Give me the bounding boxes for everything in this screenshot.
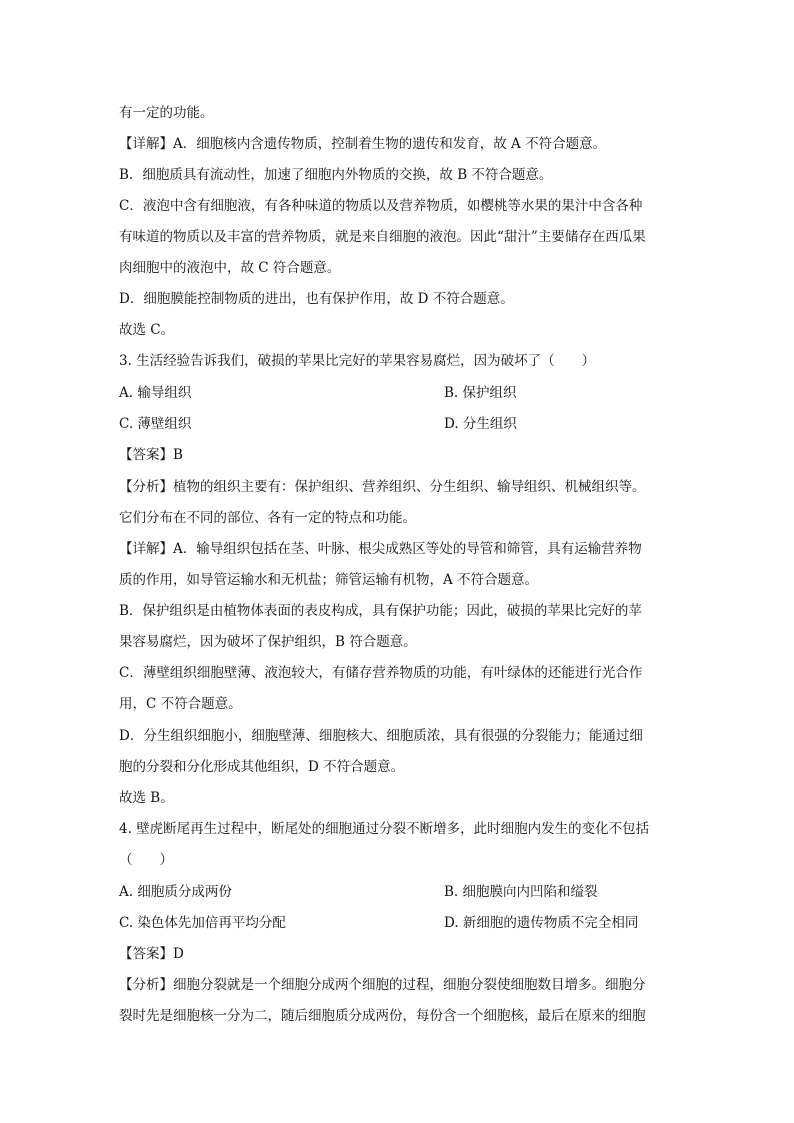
- text-line: 裂时先是细胞核一分为二，随后细胞质分成两份，每份含一个细胞核，最后在原来的细胞: [119, 1008, 646, 1024]
- text-line: 果容易腐烂，因为破坏了保护组织，B 符合题意。: [119, 634, 417, 650]
- text-line: 有味道的物质以及丰富的营养物质，就是来自细胞的液泡。因此“甜汁”主要储存在西瓜果: [119, 229, 646, 245]
- text-line: 用，C 不符合题意。: [119, 696, 242, 712]
- text-line: 有一定的功能。: [119, 105, 214, 121]
- text-line: 【详解】A．细胞核内含遗传物质，控制着生物的遗传和发育，故 A 不符合题意。: [119, 136, 607, 152]
- answer-line: 【答案】B: [119, 447, 183, 463]
- text-line: 肉细胞中的液泡中，故 C 符合题意。: [119, 260, 341, 276]
- question-4-stem: 4. 壁虎断尾再生过程中，断尾处的细胞通过分裂不断增多，此时细胞内发生的变化不包括: [119, 821, 650, 837]
- q4-option-d: D. 新细胞的遗传物质不完全相同: [444, 915, 639, 931]
- text-line: D．细胞膜能控制物质的进出，也有保护作用，故 D 不符合题意。: [119, 291, 514, 307]
- text-line: B．细胞质具有流动性，加速了细胞内外物质的交换，故 B 不符合题意。: [119, 167, 553, 183]
- q4-option-a: A. 细胞质分成两份: [119, 884, 232, 900]
- text-line: 胞的分裂和分化形成其他组织，D 不符合题意。: [119, 759, 405, 775]
- text-line: D．分生组织细胞小，细胞壁薄、细胞核大、细胞质浓，具有很强的分裂能力；能通过细: [119, 728, 643, 744]
- text-line: 【分析】细胞分裂就是一个细胞分成两个细胞的过程，细胞分裂使细胞数目增多。细胞分: [119, 977, 646, 993]
- text-line: 故选 C。: [119, 322, 175, 338]
- q3-option-c: C. 薄壁组织: [119, 416, 192, 432]
- q3-option-d: D. 分生组织: [444, 416, 517, 432]
- text-line: C．薄壁组织细胞壁薄、液泡较大，有储存营养物质的功能，有叶绿体的还能进行光合作: [119, 665, 643, 681]
- text-line: 它们分布在不同的部位、各有一定的特点和功能。: [119, 510, 416, 526]
- text-line: B．保护组织是由植物体表面的表皮构成，具有保护功能；因此，破损的苹果比完好的苹: [119, 603, 642, 619]
- text-line: 【分析】植物的组织主要有：保护组织、营养组织、分生组织、输导组织、机械组织等。: [119, 479, 646, 495]
- text-line: C．液泡中含有细胞液，有各种味道的物质以及营养物质，如樱桃等水果的果汁中含各种: [119, 198, 643, 214]
- text-line: 故选 B。: [119, 790, 174, 806]
- q3-option-b: B. 保护组织: [444, 385, 517, 401]
- q4-option-c: C. 染色体先加倍再平均分配: [119, 915, 286, 931]
- q3-option-a: A. 输导组织: [119, 385, 192, 401]
- question-4-paren: （ ）: [119, 852, 173, 868]
- question-3-stem: 3. 生活经验告诉我们，破损的苹果比完好的苹果容易腐烂，因为破坏了（ ）: [119, 353, 596, 369]
- q4-option-b: B. 细胞膜向内凹陷和缢裂: [444, 884, 598, 900]
- text-line: 质的作用，如导管运输水和无机盐；筛管运输有机物，A 不符合题意。: [119, 572, 539, 588]
- text-line: 【详解】A．输导组织包括在茎、叶脉、根尖成熟区等处的导管和筛管，具有运输营养物: [119, 541, 642, 557]
- answer-line: 【答案】D: [119, 946, 184, 962]
